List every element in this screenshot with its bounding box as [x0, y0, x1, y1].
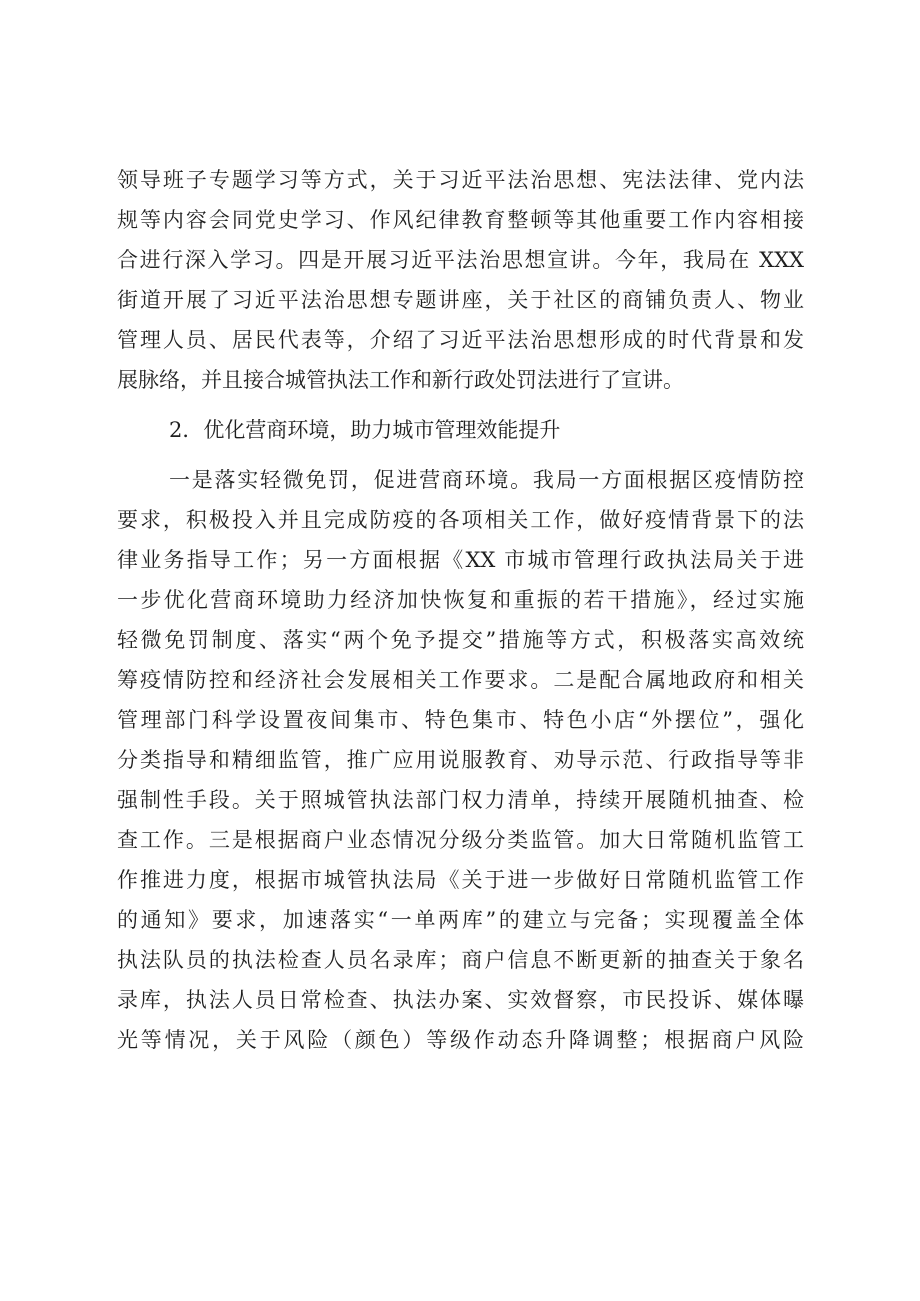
paragraph-line: 光等情况，关于风险（颜色）等级作动态升降调整；根据商户风险	[117, 1028, 804, 1052]
paragraph-line: 律业务指导工作；另一方面根据《XX 市城市管理行政执法局关于进	[117, 548, 804, 572]
paragraph-line: 要求，积极投入并且完成防疫的各项相关工作，做好疫情背景下的法	[117, 508, 804, 532]
paragraph-line: 执法队员的执法检查人员名录库；商户信息不断更新的抽查关于象名	[117, 948, 804, 972]
paragraph-line: 查工作。三是根据商户业态情况分级分类监管。加大日常随机监管工	[117, 828, 804, 852]
paragraph-line: 规等内容会同党史学习、作风纪律教育整顿等其他重要工作内容相接	[117, 208, 804, 232]
paragraph-line: 领导班子专题学习等方式，关于习近平法治思想、宪法法律、党内法	[117, 168, 804, 192]
paragraph-line: 录库，执法人员日常检查、执法办案、实效督察，市民投诉、媒体曝	[117, 988, 804, 1012]
paragraph-line: 强制性手段。关于照城管执法部门权力清单，持续开展随机抽查、检	[117, 788, 804, 812]
paragraph-line: 筹疫情防控和经济社会发展相关工作要求。二是配合属地政府和相关	[117, 668, 804, 692]
paragraph-line: 作推进力度，根据市城管执法局《关于进一步做好日常随机监管工作	[117, 868, 804, 892]
paragraph-line: 管理部门科学设置夜间集市、特色集市、特色小店“外摆位”，强化	[117, 708, 804, 732]
paragraph-1	[117, 160, 804, 400]
paragraph-2	[117, 460, 804, 1060]
paragraph-line: 展脉络，并且接合城管执法工作和新行政处罚法进行了宣讲。	[117, 368, 684, 392]
paragraph-line: 街道开展了习近平法治思想专题讲座，关于社区的商铺负责人、物业	[117, 288, 804, 312]
paragraph-line: 的通知》要求，加速落实“一单两库”的建立与完备；实现覆盖全体	[117, 908, 804, 932]
section-heading: 2．优化营商环境，助力城市管理效能提升	[169, 418, 561, 442]
paragraph-line: 管理人员、居民代表等，介绍了习近平法治思想形成的时代背景和发	[117, 328, 804, 352]
paragraph-line: 合进行深入学习。四是开展习近平法治思想宣讲。今年，我局在 XXX	[117, 248, 804, 272]
paragraph-line: 一是落实轻微免罚，促进营商环境。我局一方面根据区疫情防控	[169, 468, 804, 492]
paragraph-line: 一步优化营商环境助力经济加快恢复和重振的若干措施》，经过实施	[117, 588, 804, 612]
document-body	[117, 160, 804, 1060]
paragraph-line: 分类指导和精细监管，推广应用说服教育、劝导示范、行政指导等非	[117, 748, 804, 772]
paragraph-line: 轻微免罚制度、落实“两个免予提交”措施等方式，积极落实高效统	[117, 628, 804, 652]
